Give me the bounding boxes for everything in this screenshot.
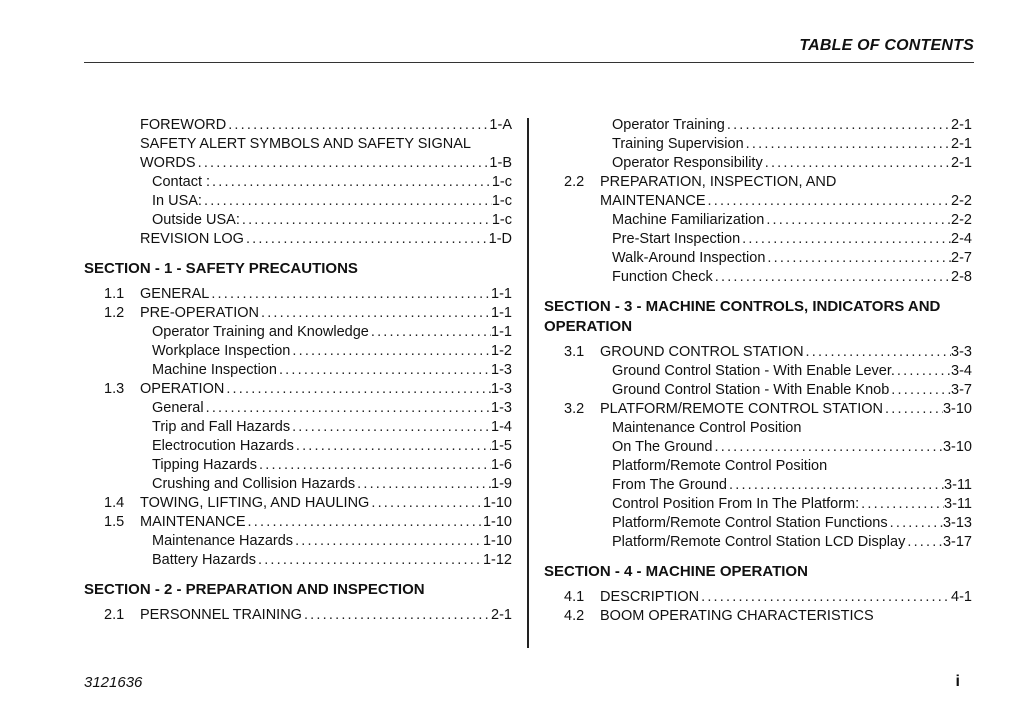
toc-entry[interactable]	[544, 381, 972, 400]
toc-entry-label: Maintenance Control Position	[612, 420, 802, 436]
toc-entry-label: Function Check	[612, 269, 713, 285]
toc-section-heading: SECTION - 1 - SAFETY PRECAUTIONS	[84, 260, 358, 277]
toc-entry-label: Operator Training	[612, 117, 725, 133]
toc-entry-label: Electrocution Hazards	[152, 438, 294, 454]
toc-entry[interactable]	[544, 400, 972, 419]
dot-leader	[355, 475, 491, 494]
toc-entry[interactable]	[84, 173, 512, 192]
toc-entry-label: Platform/Remote Control Station Functions	[612, 515, 888, 531]
toc-entry-page: 2-2	[951, 193, 972, 209]
toc-left-column	[84, 116, 512, 625]
toc-entry-page: 1-2	[491, 343, 512, 359]
toc-entry-page: 1-5	[491, 438, 512, 454]
toc-entry-number: 3.1	[564, 344, 585, 360]
dot-leader	[713, 268, 951, 287]
dot-leader	[202, 192, 492, 211]
toc-entry-number: 2.2	[564, 174, 585, 190]
toc-entry-number: 1.1	[104, 286, 125, 302]
toc-entry[interactable]	[84, 399, 512, 418]
toc-entry[interactable]	[544, 116, 972, 135]
toc-entry-page: 1-D	[488, 231, 512, 247]
dot-leader	[713, 438, 943, 457]
toc-entry-label: REVISION LOG	[140, 231, 244, 247]
toc-entry-label: MAINTENANCE	[600, 193, 706, 209]
toc-entry-number: 1.3	[104, 381, 125, 397]
toc-entry-label: Contact :	[152, 174, 211, 190]
dot-leader	[369, 494, 483, 513]
dot-leader	[204, 399, 491, 418]
toc-entry-page: 3-4	[951, 363, 972, 379]
dot-leader	[706, 192, 951, 211]
toc-entry[interactable]	[544, 533, 972, 552]
toc-entry-page: 3-10	[942, 401, 972, 417]
toc-entry[interactable]	[84, 475, 512, 494]
toc-entry[interactable]	[544, 211, 972, 230]
toc-entry-label: SAFETY ALERT SYMBOLS AND SAFETY SIGNAL	[140, 136, 471, 152]
dot-leader	[209, 285, 491, 304]
toc-entry-label: Control Position From In The Platform:	[612, 496, 860, 512]
toc-entry-label: On The Ground	[612, 439, 713, 455]
dot-leader	[889, 381, 951, 400]
toc-entry[interactable]	[84, 494, 512, 513]
toc-entry[interactable]	[544, 230, 972, 249]
toc-entry-page: 1-1	[491, 286, 512, 302]
toc-entry-label: Platform/Remote Control Position	[612, 458, 828, 474]
toc-entry-label: PERSONNEL TRAINING	[140, 607, 302, 623]
toc-entry-page: 1-c	[491, 212, 512, 228]
toc-entry-page: 3-7	[951, 382, 972, 398]
toc-entry-label: FOREWORD	[140, 117, 227, 133]
toc-entry[interactable]	[544, 192, 972, 211]
toc-entry-label: Trip and Fall Hazards	[152, 419, 291, 435]
dot-leader	[699, 588, 951, 607]
toc-entry[interactable]	[84, 606, 512, 625]
toc-entry-label: MAINTENANCE	[140, 514, 246, 530]
document-number: 3121636	[84, 674, 143, 691]
toc-entry-label: Ground Control Station - With Enable Lever.	[612, 363, 895, 379]
toc-entry[interactable]	[84, 230, 512, 249]
dot-leader	[804, 343, 951, 362]
toc-entry-label: GROUND CONTROL STATION	[600, 344, 804, 360]
toc-entry[interactable]	[544, 362, 972, 381]
toc-entry-label: WORDS	[140, 155, 196, 171]
toc-entry-page: 1-B	[489, 155, 512, 171]
toc-entry[interactable]	[544, 135, 972, 154]
toc-entry[interactable]	[544, 438, 972, 457]
toc-entry-number: 1.4	[104, 495, 125, 511]
toc-entry-label: PRE-OPERATION	[140, 305, 259, 321]
dot-leader	[905, 533, 943, 552]
dot-leader	[224, 380, 491, 399]
dot-leader	[246, 513, 483, 532]
toc-entry-page: 1-12	[482, 552, 512, 568]
toc-entry-label: PLATFORM/REMOTE CONTROL STATION	[600, 401, 884, 417]
toc-entry[interactable]	[84, 192, 512, 211]
toc-entry-number: 4.2	[564, 608, 585, 624]
dot-leader	[883, 400, 943, 419]
toc-entry-page: 1-c	[491, 193, 512, 209]
dot-leader	[277, 361, 491, 380]
toc-entry-continuation[interactable]	[544, 419, 972, 438]
toc-entry-page: 3-10	[942, 439, 972, 455]
toc-entry-number: 4.1	[564, 589, 585, 605]
toc-entry-page: 1-10	[482, 514, 512, 530]
toc-entry-label: Crushing and Collision Hazards	[152, 476, 356, 492]
toc-entry-label: Machine Familiarization	[612, 212, 765, 228]
toc-entry-label: Operator Training and Knowledge	[152, 324, 369, 340]
toc-entry-label: Platform/Remote Control Station LCD Display	[612, 534, 906, 550]
dot-leader	[240, 211, 492, 230]
toc-entry-page: 2-1	[951, 136, 972, 152]
toc-entry-label: PREPARATION, INSPECTION, AND	[600, 174, 837, 190]
toc-entry-label: Operator Responsibility	[612, 155, 763, 171]
toc-entry-label: TOWING, LIFTING, AND HAULING	[140, 495, 370, 511]
toc-entry-page: 2-2	[951, 212, 972, 228]
toc-entry[interactable]	[544, 476, 972, 495]
dot-leader	[290, 418, 491, 437]
dot-leader	[226, 116, 489, 135]
toc-entry-label: In USA:	[152, 193, 202, 209]
toc-entry[interactable]	[84, 513, 512, 532]
toc-entry[interactable]	[84, 285, 512, 304]
toc-entry-page: 1-9	[491, 476, 512, 492]
toc-entry-page: 3-11	[944, 496, 972, 512]
dot-leader	[259, 304, 491, 323]
toc-entry-page: 3-11	[944, 477, 972, 493]
toc-entry[interactable]	[84, 154, 512, 173]
toc-entry-continuation[interactable]	[84, 135, 512, 154]
toc-entry-label: Pre-Start Inspection	[612, 231, 741, 247]
dot-leader	[727, 476, 944, 495]
toc-entry[interactable]	[84, 323, 512, 342]
toc-entry-page: 1-3	[491, 400, 512, 416]
page-header-title: TABLE OF CONTENTS	[799, 37, 974, 54]
toc-entry-label: Tipping Hazards	[152, 457, 258, 473]
toc-entry[interactable]	[84, 551, 512, 570]
toc-entry-continuation[interactable]	[544, 173, 972, 192]
toc-right-column	[544, 116, 972, 626]
dot-leader	[740, 230, 951, 249]
dot-leader	[244, 230, 489, 249]
toc-entry-label: OPERATION	[140, 381, 225, 397]
toc-entry-number: 1.2	[104, 305, 125, 321]
dot-leader	[763, 154, 951, 173]
toc-entry-page: 3-13	[942, 515, 972, 531]
dot-leader	[744, 135, 951, 154]
dot-leader	[725, 116, 951, 135]
toc-entry[interactable]	[84, 380, 512, 399]
toc-entry-page: 2-7	[951, 250, 972, 266]
toc-entry-label: Ground Control Station - With Enable Knob	[612, 382, 890, 398]
toc-entry-page: 3-17	[942, 534, 972, 550]
toc-entry-label: GENERAL	[140, 286, 210, 302]
toc-entry-label: Walk-Around Inspection	[612, 250, 766, 266]
dot-leader	[369, 323, 491, 342]
toc-entry-continuation[interactable]	[544, 607, 972, 626]
toc-entry-label: DESCRIPTION	[600, 589, 700, 605]
dot-leader	[196, 154, 490, 173]
toc-entry-number: 3.2	[564, 401, 585, 417]
dot-leader	[859, 495, 944, 514]
toc-entry[interactable]	[84, 437, 512, 456]
toc-section-heading: SECTION - 4 - MACHINE OPERATION	[544, 563, 808, 580]
toc-entry-number: 2.1	[104, 607, 125, 623]
toc-entry[interactable]	[544, 495, 972, 514]
toc-entry[interactable]	[84, 342, 512, 361]
toc-entry[interactable]	[84, 116, 512, 135]
toc-entry-page: 4-1	[951, 589, 972, 605]
toc-entry-page: 1-1	[491, 324, 512, 340]
toc-entry-page: 3-3	[951, 344, 972, 360]
toc-entry-label: Workplace Inspection	[152, 343, 291, 359]
dot-leader	[290, 342, 491, 361]
dot-leader	[256, 551, 483, 570]
header-rule	[84, 62, 974, 63]
toc-entry-page: 2-8	[951, 269, 972, 285]
toc-entry-label: Outside USA:	[152, 212, 240, 228]
toc-entry-label: Machine Inspection	[152, 362, 277, 378]
toc-entry-label: From The Ground	[612, 477, 727, 493]
dot-leader	[765, 249, 951, 268]
toc-entry[interactable]	[84, 456, 512, 475]
toc-entry[interactable]	[84, 304, 512, 323]
toc-entry[interactable]	[544, 268, 972, 287]
toc-entry-continuation[interactable]	[544, 457, 972, 476]
dot-leader	[257, 456, 491, 475]
dot-leader	[294, 437, 491, 456]
dot-leader	[210, 173, 492, 192]
toc-entry[interactable]	[544, 588, 972, 607]
toc-entry-page: 1-3	[491, 362, 512, 378]
column-divider	[527, 118, 529, 648]
toc-entry[interactable]	[544, 249, 972, 268]
toc-entry-page: 2-4	[951, 231, 972, 247]
toc-entry-page: 1-6	[491, 457, 512, 473]
dot-leader	[895, 362, 951, 381]
toc-entry-page: 2-1	[951, 117, 972, 133]
dot-leader	[888, 514, 943, 533]
dot-leader	[764, 211, 951, 230]
toc-entry[interactable]	[544, 154, 972, 173]
toc-entry-page: 1-A	[489, 117, 512, 133]
toc-entry[interactable]	[544, 343, 972, 362]
page-number: i	[955, 673, 960, 690]
toc-entry[interactable]	[84, 532, 512, 551]
toc-entry-page: 2-1	[951, 155, 972, 171]
toc-entry[interactable]	[84, 418, 512, 437]
toc-entry[interactable]	[544, 514, 972, 533]
toc-entry-label: Training Supervision	[612, 136, 744, 152]
toc-entry-page: 1-10	[482, 533, 512, 549]
toc-entry-page: 1-4	[491, 419, 512, 435]
toc-entry-page: 1-1	[491, 305, 512, 321]
toc-entry-label: Maintenance Hazards	[152, 533, 294, 549]
toc-entry-page: 1-10	[482, 495, 512, 511]
toc-entry-label: General	[152, 400, 204, 416]
toc-entry-label: Battery Hazards	[152, 552, 256, 568]
toc-section-heading: SECTION - 2 - PREPARATION AND INSPECTION	[84, 581, 425, 598]
toc-entry-number: 1.5	[104, 514, 125, 530]
toc-entry-page: 2-1	[491, 607, 512, 623]
toc-entry-page: 1-3	[491, 381, 512, 397]
dot-leader	[302, 606, 491, 625]
toc-entry[interactable]	[84, 211, 512, 230]
toc-section-heading: SECTION - 3 - MACHINE CONTROLS, INDICATORS AND OPERATION	[544, 298, 941, 335]
toc-entry[interactable]	[84, 361, 512, 380]
toc-entry-page: 1-c	[491, 174, 512, 190]
toc-entry-label: BOOM OPERATING CHARACTERISTICS	[600, 608, 874, 624]
dot-leader	[293, 532, 483, 551]
